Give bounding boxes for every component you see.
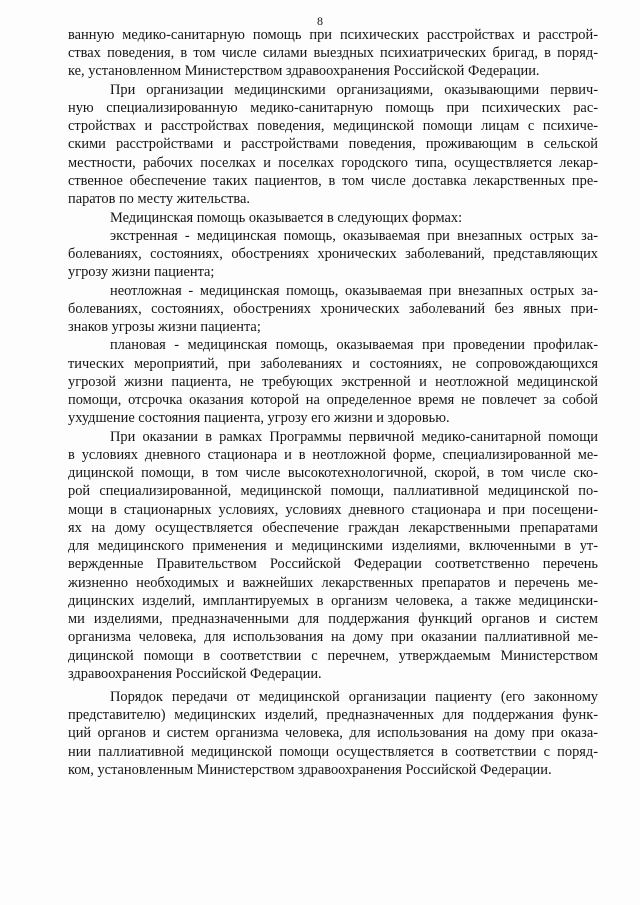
text-line: ций органов и систем организма человека, для использования на дому при оказа- xyxy=(68,725,598,741)
text-line: ствах поведения, в том числе силами выездных психиатрических бригад, в поряд- xyxy=(68,45,598,61)
text-line: представителю) медицинских изделий, предназначенных для поддержания функ- xyxy=(68,707,598,723)
text-line: помощи, отсрочка оказания которой на определенное время не повлечет за собой xyxy=(68,392,598,408)
text-line: мощи в стационарных условиях, условиях дневного стационара и при посещени- xyxy=(68,502,598,518)
text-line: жизненно необходимых и важнейших лекарственных препаратов и перечень ме- xyxy=(68,575,598,591)
text-line: При организации медицинскими организациями, оказывающими первич- xyxy=(110,82,598,98)
text-line: болеваниях, состояниях, обострениях хронических заболеваний без явных при- xyxy=(68,301,598,317)
text-line: рой специализированной, медицинской помощи, паллиативной медицинской по- xyxy=(68,483,598,499)
text-line: ную специализированную медико-санитарную помощь при психических рас- xyxy=(68,100,598,116)
text-line: неотложная - медицинская помощь, оказываемая при внезапных острых за- xyxy=(110,283,598,299)
text-line: для медицинского применения и медицинскими изделиями, включенными в ут- xyxy=(68,538,598,554)
text-line: знаков угрозы жизни пациента; xyxy=(68,319,261,335)
text-line: ком, установленным Министерством здравоохранения Российской Федерации. xyxy=(68,762,552,778)
text-line: ях на дому осуществляется обеспечение граждан лекарственными препаратами xyxy=(68,520,598,536)
text-line: тических мероприятий, при заболеваниях и состояниях, не сопровождающихся xyxy=(68,356,598,372)
text-line: угрозой жизни пациента, не требующих экстренной и неотложной медицинской xyxy=(68,374,598,390)
text-line: стройствах и расстройствах поведения, медицинской помощи лицам с психиче- xyxy=(68,118,598,134)
page-number: 8 xyxy=(317,14,323,28)
text-line: При оказании в рамках Программы первичной медико-санитарной помощи xyxy=(110,429,598,445)
text-line: плановая - медицинская помощь, оказываемая при проведении профилак- xyxy=(110,337,598,353)
text-line: скими расстройствами и расстройствами поведения, проживающим в сельской xyxy=(68,136,598,152)
text-line: здравоохранения Российской Федерации. xyxy=(68,666,322,682)
text-line: вержденные Правительством Российской Федерации соответственно перечень xyxy=(68,556,598,572)
text-line: Порядок передачи от медицинской организации пациенту (его законному xyxy=(110,689,598,705)
text-line: дицинской помощи, в том числе высокотехнологичной, скорой, в том числе ско- xyxy=(68,465,598,481)
text-line: ванную медико-санитарную помощь при психических расстройствах и расстрой- xyxy=(68,27,598,43)
text-line: ухудшение состояния пациента, угрозу его жизни и здоровью. xyxy=(68,410,450,426)
text-line: паратов по месту жительства. xyxy=(68,191,250,207)
text-line: ке, установленном Министерством здравоохранения Российской Федерации. xyxy=(68,63,540,79)
text-line: местности, рабочих поселках и поселках городского типа, осуществляется лекар- xyxy=(68,155,598,171)
text-line: ми изделиями, предназначенными для поддержания функций органов и систем xyxy=(68,611,598,627)
text-line: экстренная - медицинская помощь, оказываемая при внезапных острых за- xyxy=(110,228,598,244)
text-line: Медицинская помощь оказывается в следующих формах: xyxy=(110,210,463,226)
text-line: угрозу жизни пациента; xyxy=(68,264,215,280)
text-line: дицинских изделий, имплантируемых в организм человека, а также медицински- xyxy=(68,593,598,609)
text-line: нии паллиативной медицинской помощи осуществляется в соответствии с поряд- xyxy=(68,744,598,760)
text-line: организма человека, для использования на дому при оказании паллиативной ме- xyxy=(68,629,598,645)
text-line: в условиях дневного стационара и в неотложной форме, специализированной ме- xyxy=(68,447,598,463)
text-line: болеваниях, состояниях, обострениях хронических заболеваний, представляющих xyxy=(68,246,598,262)
text-line: ственное обеспечение таких пациентов, в том числе доставка лекарственных пре- xyxy=(68,173,598,189)
text-line: дицинской помощи в соответствии с перечнем, утверждаемым Министерством xyxy=(68,648,598,664)
